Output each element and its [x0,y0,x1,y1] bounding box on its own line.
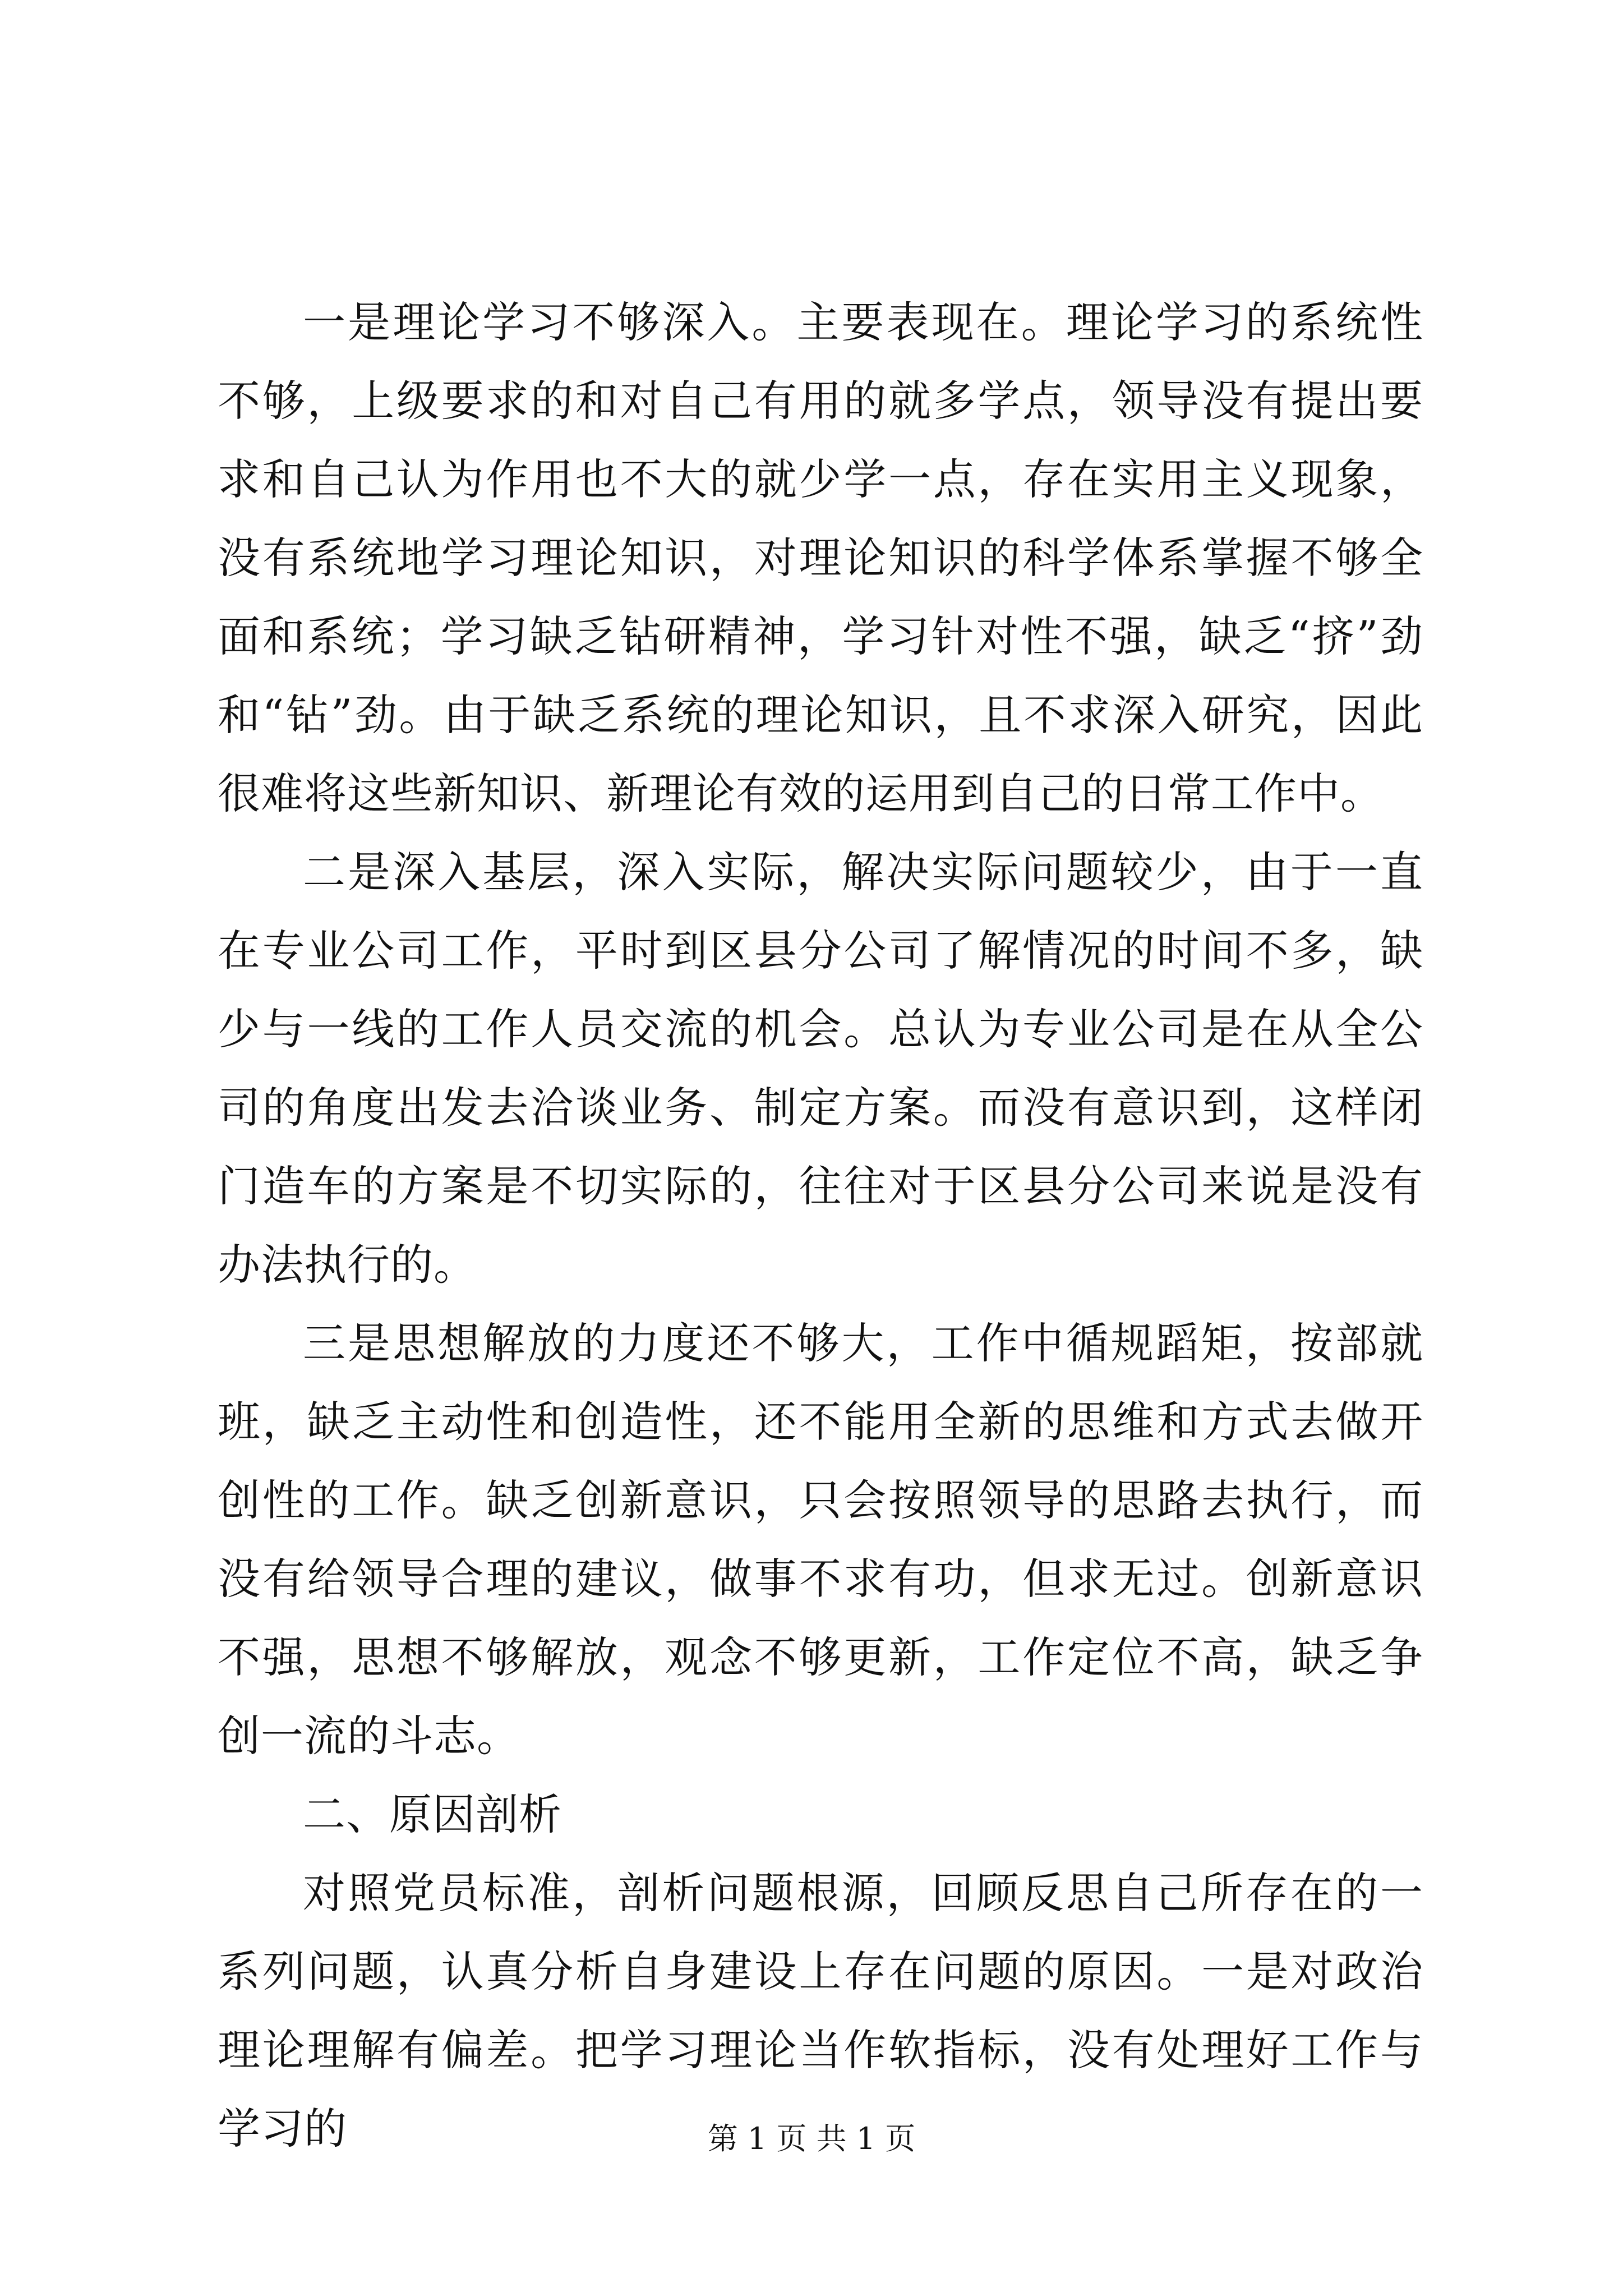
section-heading-cause-analysis: 二、原因剖析 [303,1789,562,1839]
paragraph-theory-study: 一是理论学习不够深入。主要表现在。理论学习的系统性不够，上级要求的和对自己有用的就多学点，领导没有提出要求和自己认为作用也不大的就少学一点，存在实用主义现象，没有系统地学习理论知识，对理论知识的科学体系掌握不够全面和系统；学习缺乏钻研精神，学习针对性不强，缺乏“挤”劲和“钻”劲。由于缺乏系统的理论知识，且不求深入研究，因此很难将这些新知识、新理论有效的运用到自己的日常工作中。 [218,297,1423,818]
paragraph-cause-analysis: 对照党员标准，剖析问题根源，回顾反思自己所存在的一系列问题，认真分析自身建设上存在问题的原因。一是对政治理论理解有偏差。把学习理论当作软指标，没有处理好工作与学习的 [218,1868,1423,2154]
document-body [218,283,1423,2168]
paragraph-grassroots: 二是深入基层，深入实际，解决实际问题较少，由于一直在专业公司工作，平时到区县分公司了解情况的时间不多，缺少与一线的工作人员交流的机会。总认为专业公司是在从全公司的角度出发去洽谈业务、制定方案。而没有意识到，这样闭门造车的方案是不切实际的，往往对于区县分公司来说是没有办法执行的。 [218,847,1423,1290]
paragraph-thought-liberation: 三是思想解放的力度还不够大，工作中循规蹈矩，按部就班，缺乏主动性和创造性，还不能用全新的思维和方式去做开创性的工作。缺乏创新意识，只会按照领导的思路去执行，而没有给领导合理的建议，做事不求有功，但求无过。创新意识不强，思想不够解放，观念不够更新，工作定位不高，缺乏争创一流的斗志。 [218,1318,1423,1761]
page-footer: 第 1 页 共 1 页 [707,2121,916,2156]
